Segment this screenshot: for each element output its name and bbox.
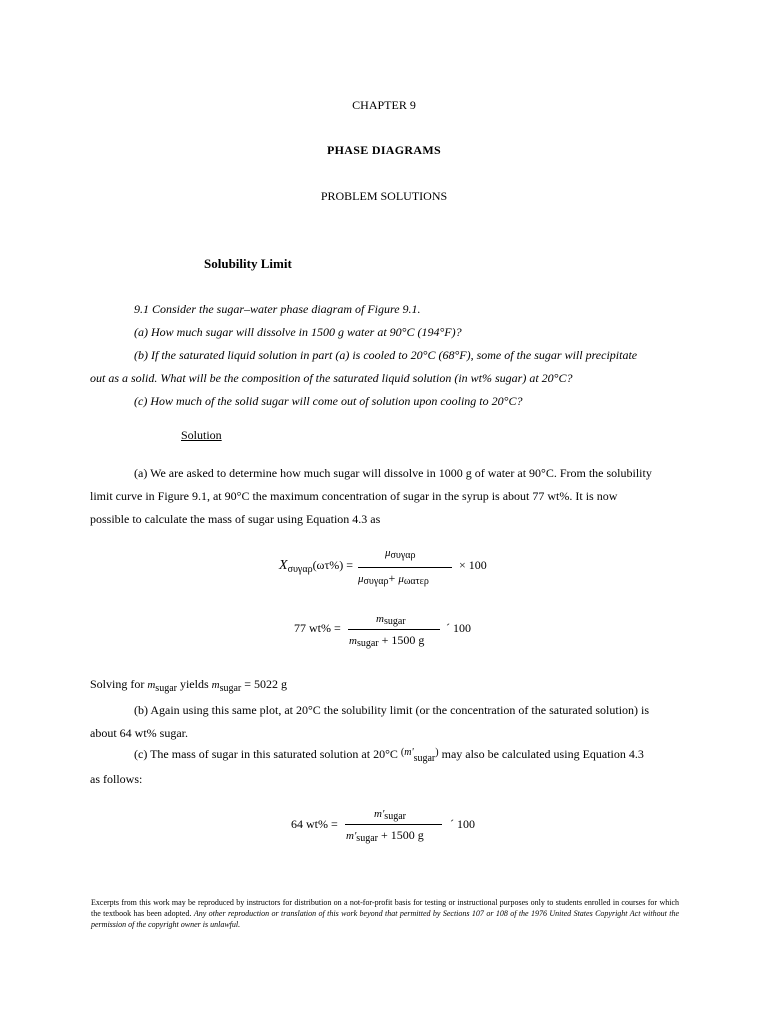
eq3-den-sub: sugar	[356, 833, 378, 844]
eq1-num-mu: μ	[385, 547, 391, 559]
eq2-den-rest: + 1500 g	[381, 633, 425, 647]
eq1-den-plus: +	[388, 571, 396, 585]
solving-post: = 5022 g	[241, 677, 288, 691]
eq1-fraction-bar	[358, 567, 452, 568]
solving-m1: m	[147, 679, 156, 691]
solving-line	[90, 673, 287, 697]
eq2-den-sub: sugar	[356, 638, 379, 649]
solving-m2: m	[211, 679, 220, 691]
eq2-num-sub: sugar	[383, 616, 406, 627]
eq2-denominator	[349, 633, 424, 648]
eq3-lhs: 64 wt% =	[291, 817, 338, 831]
part-b-line-1: (b) Again using this same plot, at 20°C the solubility limit (or the concentration of the saturated solution) is	[134, 703, 650, 717]
part-b-line-2: about 64 wt% sugar.	[90, 726, 188, 740]
part-a-line-2: limit curve in Figure 9.1, at 90°C the maximum concentration of sugar in the syrup is about 77 wt%. It is now	[90, 489, 618, 503]
part-c-m: m'	[404, 747, 414, 758]
eq2-fraction-bar	[348, 629, 440, 630]
solving-sub1: sugar	[155, 683, 177, 694]
eq2-lhs: 77 wt% =	[294, 621, 341, 635]
eq3-den-m: m'	[346, 830, 357, 842]
chapter-title: PHASE DIAGRAMS	[327, 143, 441, 157]
eq1-lhs-var: X	[279, 558, 288, 573]
problem-line-4: out as a solid. What will be the composition of the saturated liquid solution (in wt% sugar) at 20°C?	[90, 371, 573, 385]
problem-line-3: (b) If the saturated liquid solution in part (a) is cooled to 20°C (68°F), some of the sugar will precipitate	[134, 348, 638, 362]
part-c-post: may also be calculated using Equation 4.3	[438, 747, 644, 761]
eq3-numerator	[374, 806, 406, 821]
section-title: Solubility Limit	[204, 256, 292, 271]
solving-pre: Solving for	[90, 677, 148, 691]
chapter-label: CHAPTER 9	[352, 98, 416, 112]
copyright-footer	[91, 897, 679, 930]
eq2-den-m: m	[349, 635, 357, 647]
eq1-numerator	[385, 545, 416, 560]
eq3-denominator	[346, 828, 424, 843]
eq1-lhs	[279, 558, 353, 574]
eq3-num-m: m'	[374, 808, 385, 820]
eq1-num-sub: συγαρ	[390, 550, 416, 561]
part-c-line-1	[134, 743, 644, 767]
solution-label: Solution	[181, 428, 222, 442]
part-c-close: )	[435, 747, 439, 758]
footer-plain: Excerpts from this work may be reproduced by instructors for distribution on a not-for-profit basis for testing or instructional purposes only to students enrolled in courses for which the textbook has been adopted.	[91, 898, 679, 918]
eq2-num-m: m	[376, 613, 384, 625]
problem-line-1: 9.1 Consider the sugar–water phase diagram of Figure 9.1.	[134, 302, 421, 316]
eq1-lhs-sub: συγαρ	[287, 564, 313, 575]
problem-line-2: (a) How much sugar will dissolve in 1500 g water at 90°C (194°F)?	[134, 325, 462, 339]
eq2-numerator	[376, 611, 406, 626]
solving-mid: yields	[176, 677, 212, 691]
problem-line-5: (c) How much of the solid sugar will come out of solution upon cooling to 20°C?	[134, 394, 523, 408]
eq1-times: × 100	[459, 558, 487, 572]
part-c-sub: sugar	[413, 753, 436, 764]
eq3-times: ´ 100	[450, 817, 475, 831]
part-c-line-2: as follows:	[90, 772, 143, 786]
eq1-denominator	[358, 571, 429, 586]
eq1-lhs-paren: (ωτ%) =	[312, 558, 354, 572]
part-a-line-1: (a) We are asked to determine how much sugar will dissolve in 1000 g of water at 90°C. From the solubility	[134, 466, 652, 480]
part-c-pre: (c) The mass of sugar in this saturated solution at 20°C	[134, 747, 401, 761]
eq3-num-sub: sugar	[384, 811, 406, 822]
solving-sub2: sugar	[219, 683, 242, 694]
eq1-den-mu2: μ	[398, 573, 404, 585]
part-c-open: (	[400, 747, 405, 758]
eq3-den-rest: + 1500 g	[380, 828, 424, 842]
footer-italic: Any other reproduction or translation of this work beyond that permitted by Sections 107 or 108 of the 1976 United States Copyright Act without the permission of the copyright owner is unlawful.	[91, 909, 679, 929]
eq3-fraction-bar	[345, 824, 442, 825]
eq1-den-sub1: συγαρ	[363, 576, 389, 587]
eq1-den-mu1: μ	[358, 573, 364, 585]
eq2-times: ´ 100	[446, 621, 471, 635]
eq1-den-sub2: ωατερ	[403, 576, 429, 587]
part-a-line-3: possible to calculate the mass of sugar using Equation 4.3 as	[90, 512, 381, 526]
chapter-subtitle: PROBLEM SOLUTIONS	[320, 189, 448, 203]
